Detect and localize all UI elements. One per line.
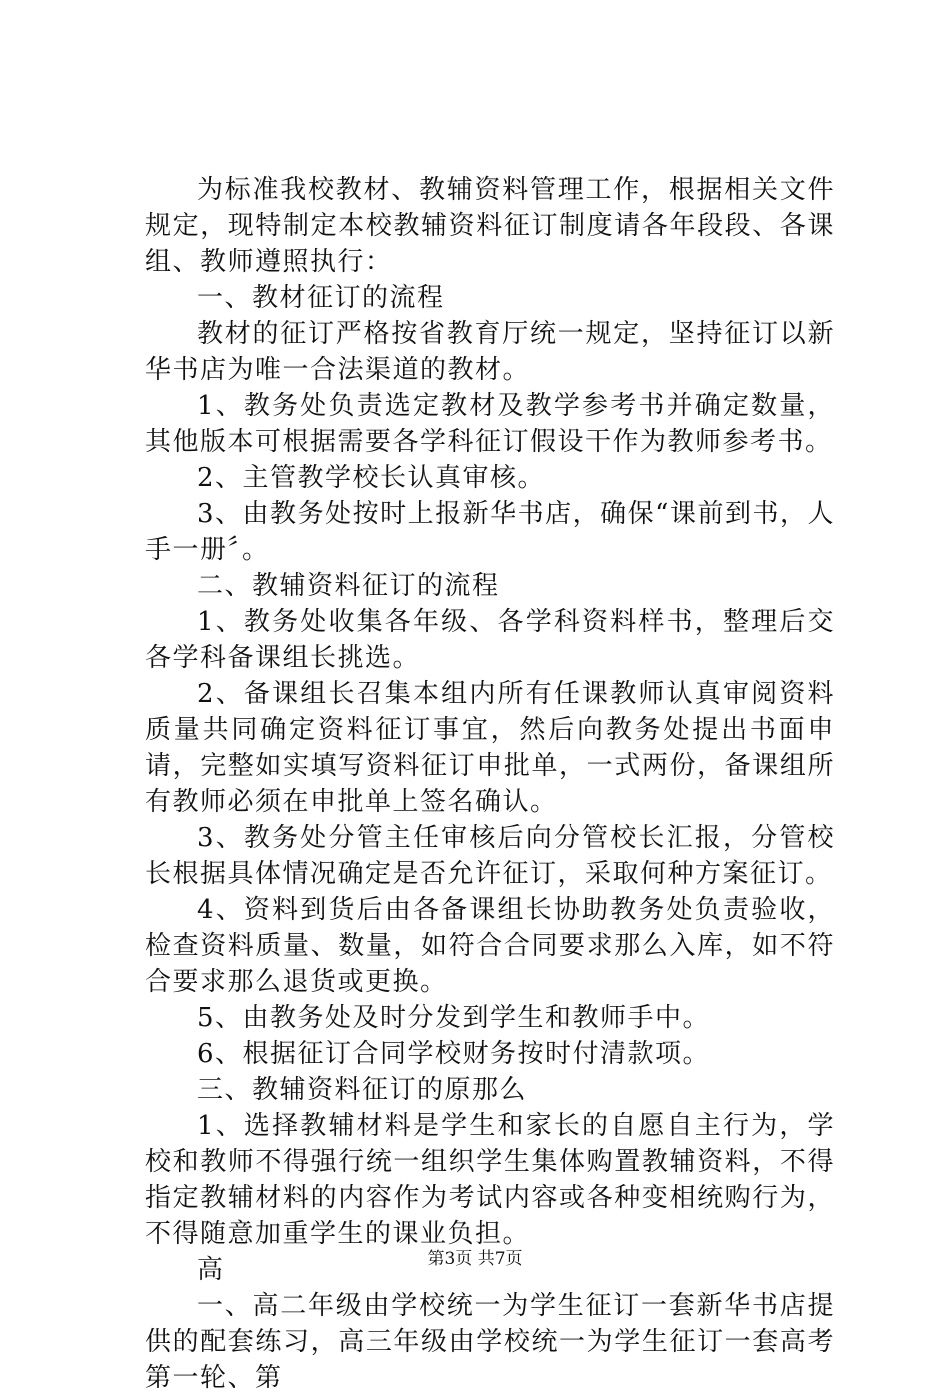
paragraph: 4、资料到货后由各备课组长协助教务处负责验收，检查资料质量、数量，如符合合同要求那么入库，如不符合要求那么退货或更换。 — [145, 895, 835, 997]
heading-section-1: 一、教材征订的流程 — [197, 283, 445, 313]
heading-section-3: 三、教辅资料征订的原那么 — [197, 1075, 528, 1105]
paragraph: 1、选择教辅材料是学生和家长的自愿自主行为，学校和教师不得强行统一组织学生集体购置教辅资料，不得指定教辅材料的内容作为考试内容或各种变相统购行为，不得随意加重学生的课业负担。 — [145, 1111, 835, 1249]
paragraph-intro: 为标准我校教材、教辅资料管理工作，根据相关文件规定，现特制定本校教辅资料征订制度请各年段段、各课组、教师遵照执行： — [145, 175, 835, 277]
paragraph: 1、教务处收集各年级、各学科资料样书，整理后交各学科备课组长挑选。 — [145, 607, 835, 673]
paragraph: 5、由教务处及时分发到学生和教师手中。 — [197, 1003, 711, 1033]
paragraph: 2、备课组长召集本组内所有任课教师认真审阅资料质量共同确定资料征订事宜，然后向教务处提出书面申请，完整如实填写资料征订申批单，一式两份，备课组所有教师必须在申批单上签名确认。 — [145, 679, 835, 817]
paragraph: 1、教务处负责选定教材及教学参考书并确定数量，其他版本可根据需要各学科征订假设干作为教师参考书。 — [145, 391, 835, 457]
paragraph: 2、主管教学校长认真审核。 — [197, 463, 546, 493]
document-body — [145, 172, 835, 1396]
paragraph: 教材的征订严格按省教育厅统一规定，坚持征订以新华书店为唯一合法渠道的教材。 — [145, 319, 835, 385]
paragraph: 3、由教务处按时上报新华书店，确保“课前到书，人手一册〞。 — [145, 499, 835, 565]
page-number-footer: 第3页 共7页 — [427, 1249, 523, 1269]
heading-fragment: 高 — [197, 1255, 225, 1285]
paragraph: 一、高二年级由学校统一为学生征订一套新华书店提供的配套练习，高三年级由学校统一为学生征订一套高考第一轮、第 — [145, 1291, 835, 1393]
paragraph: 6、根据征订合同学校财务按时付清款项。 — [197, 1039, 711, 1069]
paragraph: 3、教务处分管主任审核后向分管校长汇报，分管校长根据具体情况确定是否允许征订，采取何种方案征订。 — [145, 823, 835, 889]
heading-section-2: 二、教辅资料征订的流程 — [197, 571, 500, 601]
